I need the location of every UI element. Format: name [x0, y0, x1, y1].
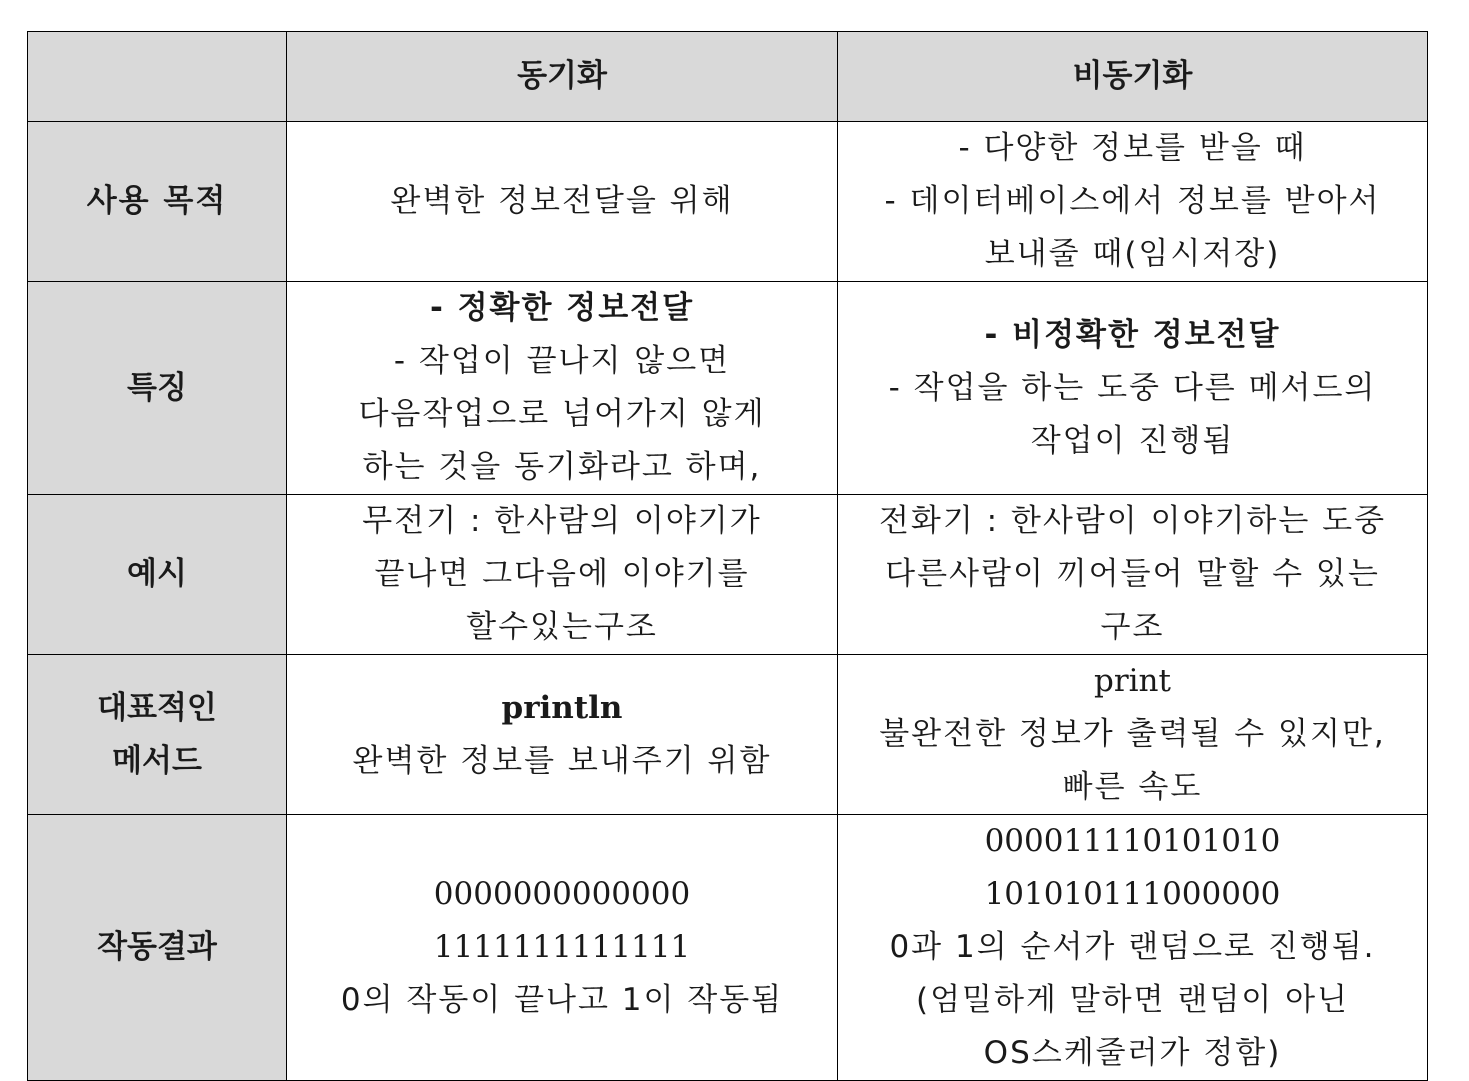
label-example: 예시 — [28, 495, 287, 655]
example-sync-line: 무전기 : 한사람의 이야기가 — [362, 503, 762, 539]
method-sync-line: 완벽한 정보를 보내주기 위함 — [352, 742, 772, 779]
result-async-line: 0과 1의 순서가 랜덤으로 진행됨. — [889, 929, 1376, 965]
example-async-line: 전화기 : 한사람이 이야기하는 도중 — [878, 503, 1387, 539]
method-sync — [287, 655, 838, 815]
method-sync-bold-line: println — [501, 689, 623, 726]
row-result — [28, 815, 1428, 1081]
method-async — [838, 655, 1428, 815]
features-sync-line: 다음작업으로 넘어가지 않게 — [358, 396, 766, 432]
purpose-sync-line: 완벽한 정보전달을 위해 — [390, 183, 734, 219]
example-sync-line: 끝나면 그다음에 이야기를 — [374, 556, 750, 592]
features-async-line: - 작업을 하는 도중 다른 메서드의 — [888, 369, 1377, 406]
features-sync-line: - 작업이 끝나지 않으면 — [393, 343, 731, 379]
result-sync-line: 0의 작동이 끝나고 1이 작동됨 — [340, 982, 784, 1018]
label-features: 특징 — [28, 282, 287, 495]
header-sync: 동기화 — [287, 32, 838, 122]
result-sync — [287, 815, 838, 1081]
features-async-bold-line: - 비정확한 정보전달 — [984, 316, 1281, 353]
header-async: 비동기화 — [838, 32, 1428, 122]
purpose-async-line: - 데이터베이스에서 정보를 받아서 — [884, 183, 1381, 219]
result-async-line: 000011110101010 — [984, 823, 1281, 859]
features-async — [838, 282, 1428, 495]
method-async-line: print — [1093, 663, 1171, 699]
header-row — [28, 32, 1428, 122]
result-async — [838, 815, 1428, 1081]
header-corner-cell — [28, 32, 287, 122]
features-async-line: 작업이 진행됨 — [1030, 422, 1235, 459]
purpose-async-line: 보내줄 때(임시저장) — [984, 236, 1281, 272]
features-sync — [287, 282, 838, 495]
method-async-line: 빠른 속도 — [1062, 769, 1203, 805]
result-sync-line: 0000000000000 — [433, 876, 691, 912]
result-sync-line: 1111111111111 — [433, 929, 691, 965]
example-sync — [287, 495, 838, 655]
result-async-line: OS스케줄러가 정함) — [983, 1035, 1282, 1071]
features-sync-bold-line: - 정확한 정보전달 — [429, 290, 695, 326]
features-sync-line: 하는 것을 동기화라고 하며, — [362, 449, 762, 485]
label-method — [28, 655, 287, 815]
method-async-line: 불완전한 정보가 출력될 수 있지만, — [879, 716, 1386, 752]
purpose-async — [838, 122, 1428, 282]
label-method-line: 메서드 — [112, 742, 202, 779]
example-async-line: 다른사람이 끼어들어 말할 수 있는 — [885, 556, 1380, 592]
row-purpose — [28, 122, 1428, 282]
purpose-async-line: - 다양한 정보를 받을 때 — [958, 130, 1307, 166]
label-method-line: 대표적인 — [97, 689, 217, 726]
example-sync-line: 할수있는구조 — [466, 609, 658, 645]
purpose-sync — [287, 122, 838, 282]
row-method — [28, 655, 1428, 815]
result-async-line: (엄밀하게 말하면 랜덤이 아닌 — [915, 982, 1349, 1018]
comparison-table — [27, 31, 1428, 1081]
label-result: 작동결과 — [28, 815, 287, 1081]
row-example — [28, 495, 1428, 655]
label-purpose: 사용 목적 — [28, 122, 287, 282]
example-async — [838, 495, 1428, 655]
row-features — [28, 282, 1428, 495]
result-async-line: 101010111000000 — [984, 876, 1281, 912]
example-async-line: 구조 — [1100, 609, 1165, 645]
